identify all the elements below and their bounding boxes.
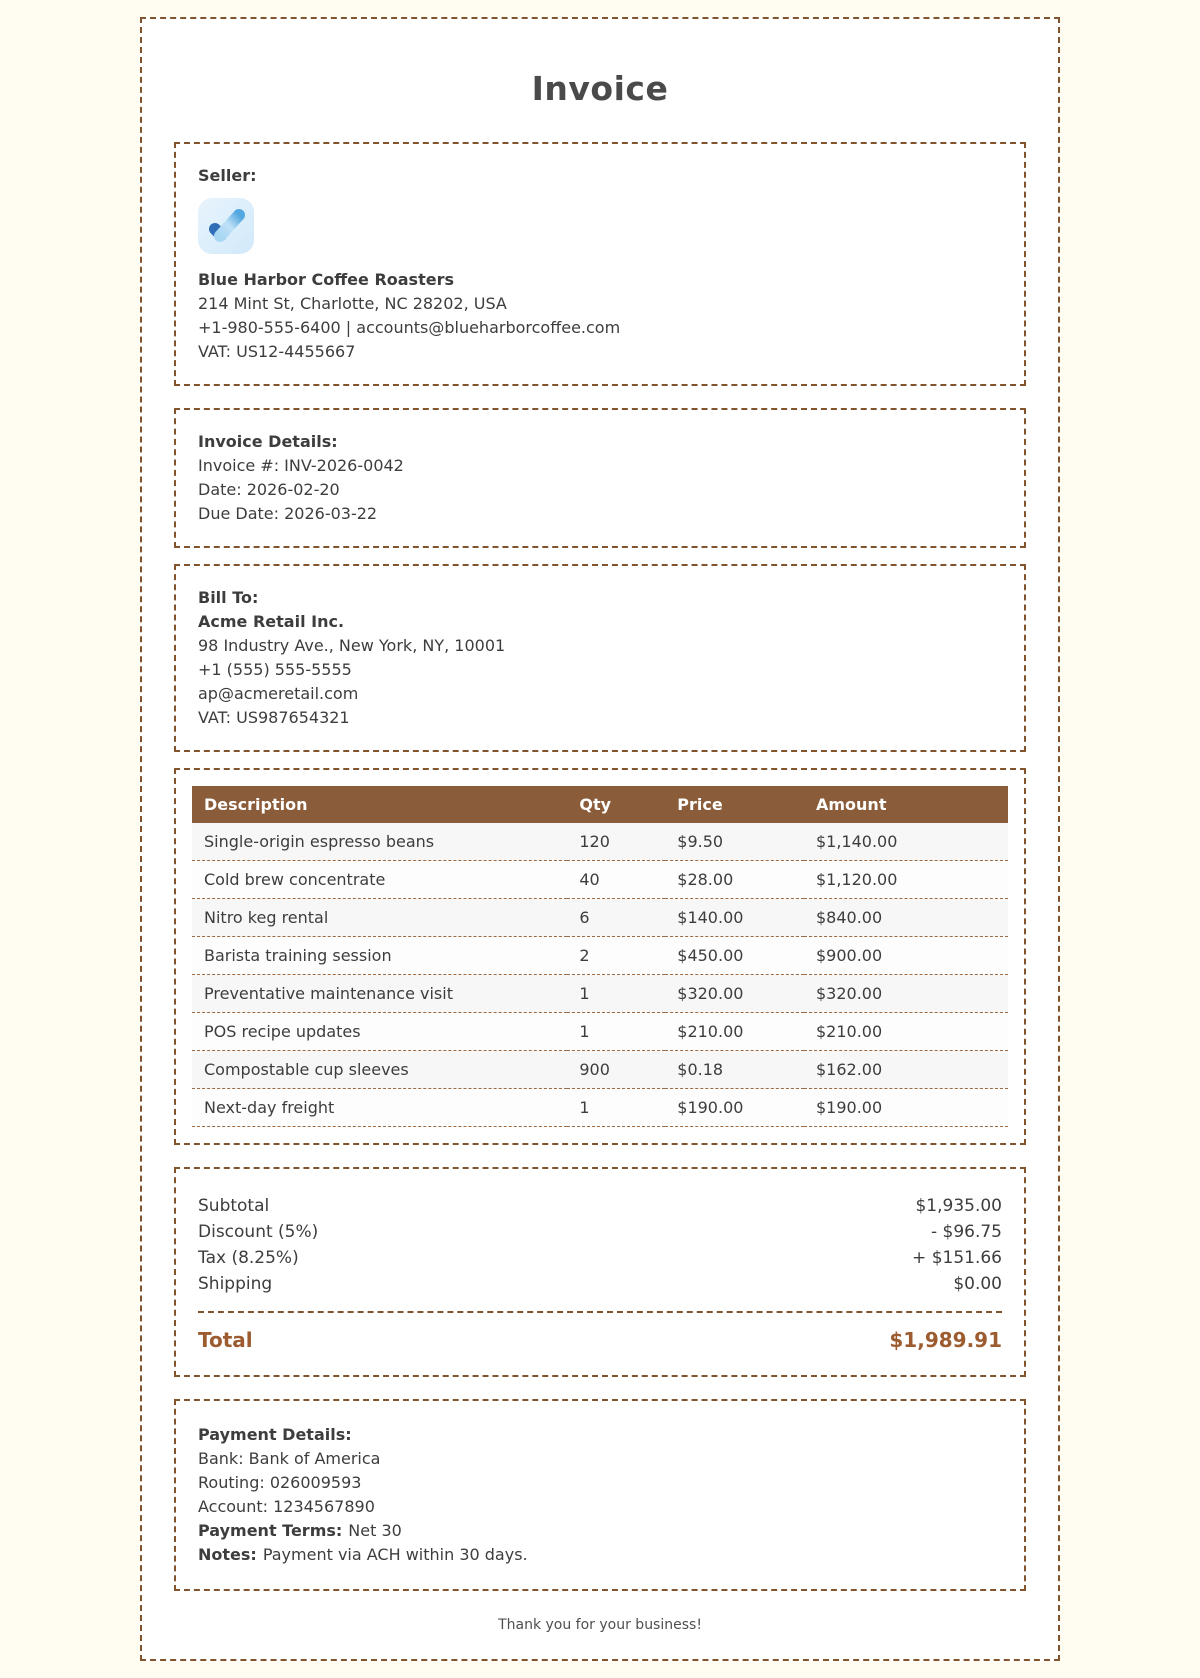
seller-contact: +1-980-555-6400 | accounts@blueharborcoffee.com — [198, 318, 621, 337]
bill-to-email: ap@acmeretail.com — [198, 684, 359, 703]
payment-terms — [198, 1519, 1002, 1543]
footer-thank-you: Thank you for your business! — [498, 1617, 702, 1633]
tax-value: + $151.66 — [912, 1248, 1002, 1268]
page-title: Invoice — [531, 69, 669, 108]
table-row — [192, 1051, 1008, 1089]
table-row — [192, 1013, 1008, 1051]
bill-to-heading: Bill To: — [198, 588, 259, 607]
item-qty: 40 — [567, 861, 665, 899]
item-amount: $162.00 — [804, 1051, 1008, 1089]
table-row — [192, 823, 1008, 861]
item-price: $320.00 — [665, 975, 804, 1013]
discount-row — [198, 1219, 1002, 1245]
payment-routing: Routing: 026009593 — [198, 1473, 362, 1492]
subtotal-value: $1,935.00 — [915, 1196, 1002, 1216]
payment-terms-label: Payment Terms: — [198, 1521, 343, 1540]
item-qty: 2 — [567, 937, 665, 975]
shipping-row — [198, 1271, 1002, 1297]
invoice-document — [140, 17, 1060, 1661]
table-row — [192, 861, 1008, 899]
item-price: $450.00 — [665, 937, 804, 975]
item-price: $140.00 — [665, 899, 804, 937]
col-header-description: Description — [192, 786, 567, 823]
total-row — [198, 1325, 1002, 1355]
bill-to-vat: VAT: US987654321 — [198, 708, 350, 727]
item-amount: $1,140.00 — [804, 823, 1008, 861]
seller-vat: VAT: US12-4455667 — [198, 342, 356, 361]
item-amount: $190.00 — [804, 1089, 1008, 1127]
items-table — [192, 786, 1008, 1127]
total-value: $1,989.91 — [889, 1328, 1002, 1352]
item-price: $210.00 — [665, 1013, 804, 1051]
item-qty: 6 — [567, 899, 665, 937]
item-amount: $210.00 — [804, 1013, 1008, 1051]
item-qty: 900 — [567, 1051, 665, 1089]
table-row — [192, 899, 1008, 937]
total-label: Total — [198, 1328, 253, 1352]
table-row — [192, 937, 1008, 975]
blue-check-logo-icon — [198, 198, 254, 254]
seller-address: 214 Mint St, Charlotte, NC 28202, USA — [198, 294, 507, 313]
items-section — [174, 768, 1026, 1145]
item-amount: $900.00 — [804, 937, 1008, 975]
item-price: $28.00 — [665, 861, 804, 899]
table-row — [192, 975, 1008, 1013]
discount-label: Discount (5%) — [198, 1222, 319, 1242]
item-price: $190.00 — [665, 1089, 804, 1127]
table-row — [192, 1089, 1008, 1127]
col-header-qty: Qty — [567, 786, 665, 823]
item-description: Nitro keg rental — [192, 899, 567, 937]
payment-bank: Bank: Bank of America — [198, 1449, 381, 1468]
item-description: Cold brew concentrate — [192, 861, 567, 899]
tax-row — [198, 1245, 1002, 1271]
discount-value: - $96.75 — [930, 1222, 1002, 1242]
shipping-value: $0.00 — [953, 1274, 1002, 1294]
item-description: Preventative maintenance visit — [192, 975, 567, 1013]
payment-notes — [198, 1543, 1002, 1567]
item-qty: 1 — [567, 975, 665, 1013]
item-amount: $320.00 — [804, 975, 1008, 1013]
invoice-details-heading: Invoice Details: — [198, 432, 338, 451]
payment-terms-value: Net 30 — [348, 1521, 402, 1540]
tax-label: Tax (8.25%) — [198, 1248, 299, 1268]
bill-to-section — [174, 564, 1026, 752]
shipping-label: Shipping — [198, 1274, 273, 1294]
subtotal-row — [198, 1193, 1002, 1219]
bill-to-address: 98 Industry Ave., New York, NY, 10001 — [198, 636, 506, 655]
seller-section — [174, 142, 1026, 386]
item-description: POS recipe updates — [192, 1013, 567, 1051]
payment-heading: Payment Details: — [198, 1425, 352, 1444]
invoice-details-section — [174, 408, 1026, 548]
payment-section — [174, 1399, 1026, 1591]
payment-notes-label: Notes: — [198, 1545, 257, 1564]
seller-heading: Seller: — [198, 166, 257, 185]
payment-account: Account: 1234567890 — [198, 1497, 375, 1516]
subtotal-label: Subtotal — [198, 1196, 270, 1216]
bill-to-name: Acme Retail Inc. — [198, 612, 345, 631]
item-qty: 1 — [567, 1013, 665, 1051]
item-price: $9.50 — [665, 823, 804, 861]
item-qty: 1 — [567, 1089, 665, 1127]
items-header-row — [192, 786, 1008, 823]
item-price: $0.18 — [665, 1051, 804, 1089]
invoice-date: Date: 2026-02-20 — [198, 480, 340, 499]
item-description: Next-day freight — [192, 1089, 567, 1127]
totals-section — [174, 1167, 1026, 1377]
item-description: Compostable cup sleeves — [192, 1051, 567, 1089]
bill-to-phone: +1 (555) 555-5555 — [198, 660, 352, 679]
item-description: Single-origin espresso beans — [192, 823, 567, 861]
totals-divider — [198, 1311, 1002, 1313]
col-header-amount: Amount — [804, 786, 1008, 823]
item-description: Barista training session — [192, 937, 567, 975]
item-qty: 120 — [567, 823, 665, 861]
seller-name: Blue Harbor Coffee Roasters — [198, 270, 454, 289]
item-amount: $840.00 — [804, 899, 1008, 937]
payment-notes-value: Payment via ACH within 30 days. — [262, 1545, 528, 1564]
invoice-due-date: Due Date: 2026-03-22 — [198, 504, 378, 523]
invoice-number: Invoice #: INV-2026-0042 — [198, 456, 404, 475]
item-amount: $1,120.00 — [804, 861, 1008, 899]
col-header-price: Price — [665, 786, 804, 823]
